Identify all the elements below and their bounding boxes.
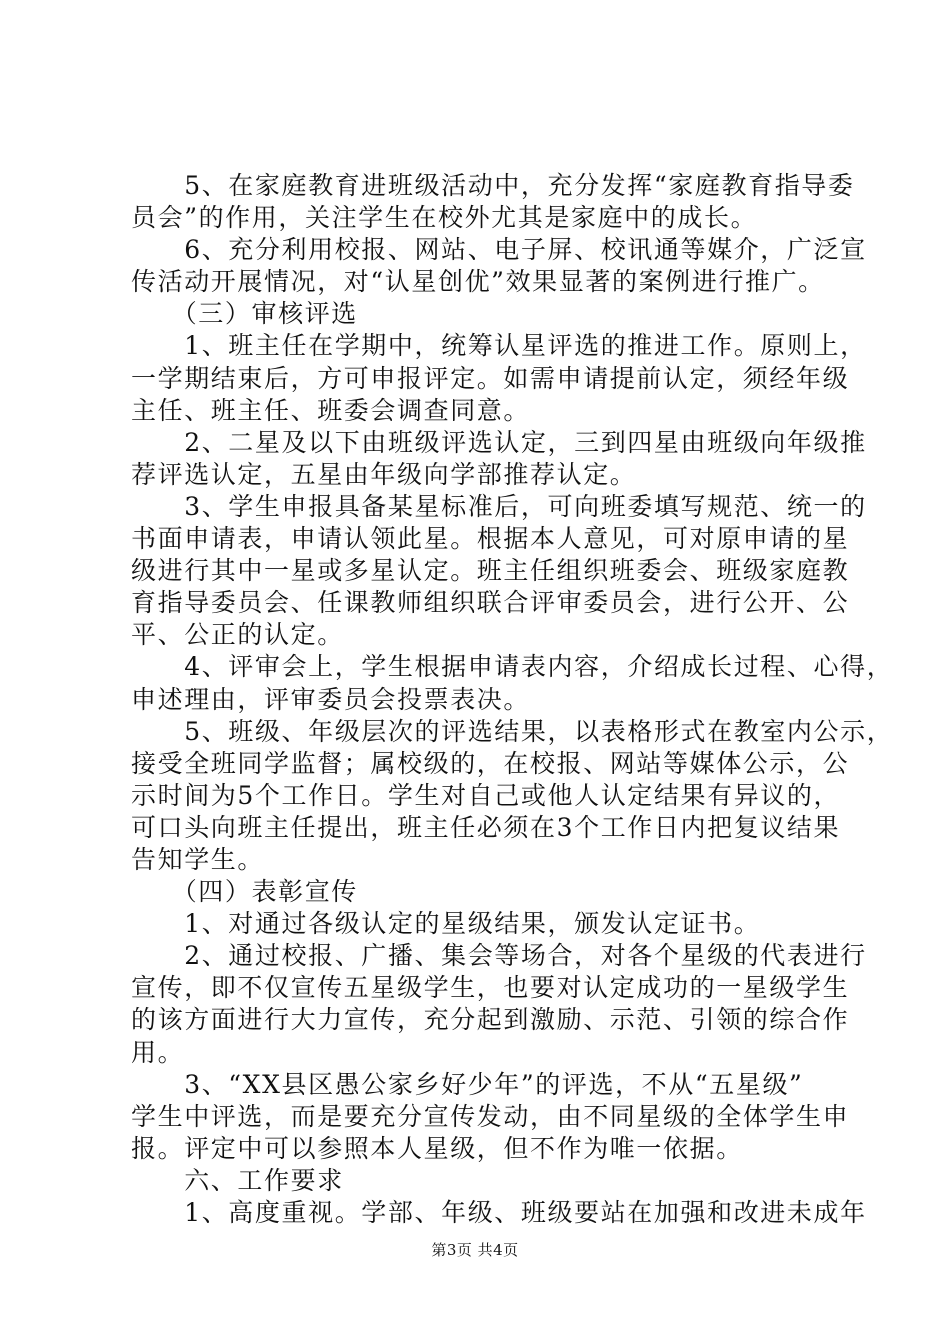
text-line: 可口头向班主任提出，班主任必须在3个工作日内把复议结果 bbox=[131, 812, 841, 842]
text-line: 主任、班主任、班委会调查同意。 bbox=[131, 395, 531, 425]
text-line: 接受全班同学监督；属校级的，在校报、网站等媒体公示，公 bbox=[131, 748, 850, 778]
text-line: 员会”的作用，关注学生在校外尤其是家庭中的成长。 bbox=[131, 203, 758, 233]
text-line: 5、班级、年级层次的评选结果，以表格形式在教室内公示， bbox=[131, 716, 894, 746]
text-line: 3、“XX县区愚公家乡好少年”的评选，不从“五星级” bbox=[131, 1069, 804, 1099]
text-line: 5、在家庭教育进班级活动中，充分发挥“家庭教育指导委 bbox=[131, 171, 855, 200]
text-line: 育指导委员会、任课教师组织联合评审委员会，进行公开、公 bbox=[131, 588, 850, 618]
text-line: 荐评选认定，五星由年级向学部推荐认定。 bbox=[131, 459, 637, 489]
text-line: 级进行其中一星或多星认定。班主任组织班委会、班级家庭教 bbox=[131, 556, 850, 586]
text-line: 书面申请表，申请认领此星。根据本人意见，可对原申请的星 bbox=[131, 524, 850, 554]
text-line: 学生中评选，而是要充分宣传发动，由不同星级的全体学生申 bbox=[131, 1101, 850, 1131]
text-line: （三）审核评选 bbox=[131, 299, 358, 329]
text-line: 的该方面进行大力宣传，充分起到激励、示范、引领的综合作 bbox=[131, 1005, 850, 1035]
text-line: 2、二星及以下由班级评选认定，三到四星由班级向年级推 bbox=[131, 427, 867, 457]
text-line: 一学期结束后，方可申报评定。如需申请提前认定，须经年级 bbox=[131, 363, 850, 393]
text-line: 用。 bbox=[131, 1037, 185, 1067]
text-line: 1、高度重视。学部、年级、班级要站在加强和改进未成年 bbox=[131, 1198, 867, 1227]
text-line: 示时间为5个工作日。学生对自己或他人认定结果有异议的， bbox=[131, 780, 841, 810]
text-line: 平、公正的认定。 bbox=[131, 620, 344, 650]
text-line: 报。评定中可以参照本人星级，但不作为唯一依据。 bbox=[131, 1133, 743, 1163]
text-line: 6、充分利用校报、网站、电子屏、校讯通等媒介，广泛宣 bbox=[131, 235, 867, 265]
page-footer: 第3页 共4页 bbox=[431, 1241, 519, 1259]
text-line: 告知学生。 bbox=[131, 844, 265, 874]
text-line: 3、学生申报具备某星标准后，可向班委填写规范、统一的 bbox=[131, 491, 867, 521]
text-line: 宣传，即不仅宣传五星级学生，也要对认定成功的一星级学生 bbox=[131, 973, 850, 1003]
text-line: 1、对通过各级认定的星级结果，颁发认定证书。 bbox=[131, 909, 761, 939]
text-line: 4、评审会上，学生根据申请表内容，介绍成长过程、心得， bbox=[131, 652, 894, 682]
text-line: 申述理由，评审委员会投票表决。 bbox=[131, 684, 531, 714]
text-line: 六、工作要求 bbox=[131, 1165, 344, 1195]
text-line: 传活动开展情况，对“认星创优”效果显著的案例进行推广。 bbox=[131, 267, 825, 297]
text-line: （四）表彰宣传 bbox=[131, 877, 358, 907]
document-body bbox=[131, 170, 894, 1229]
text-line: 1、班主任在学期中，统筹认星评选的推进工作。原则上， bbox=[131, 331, 867, 361]
text-line: 2、通过校报、广播、集会等场合，对各个星级的代表进行 bbox=[131, 941, 867, 971]
